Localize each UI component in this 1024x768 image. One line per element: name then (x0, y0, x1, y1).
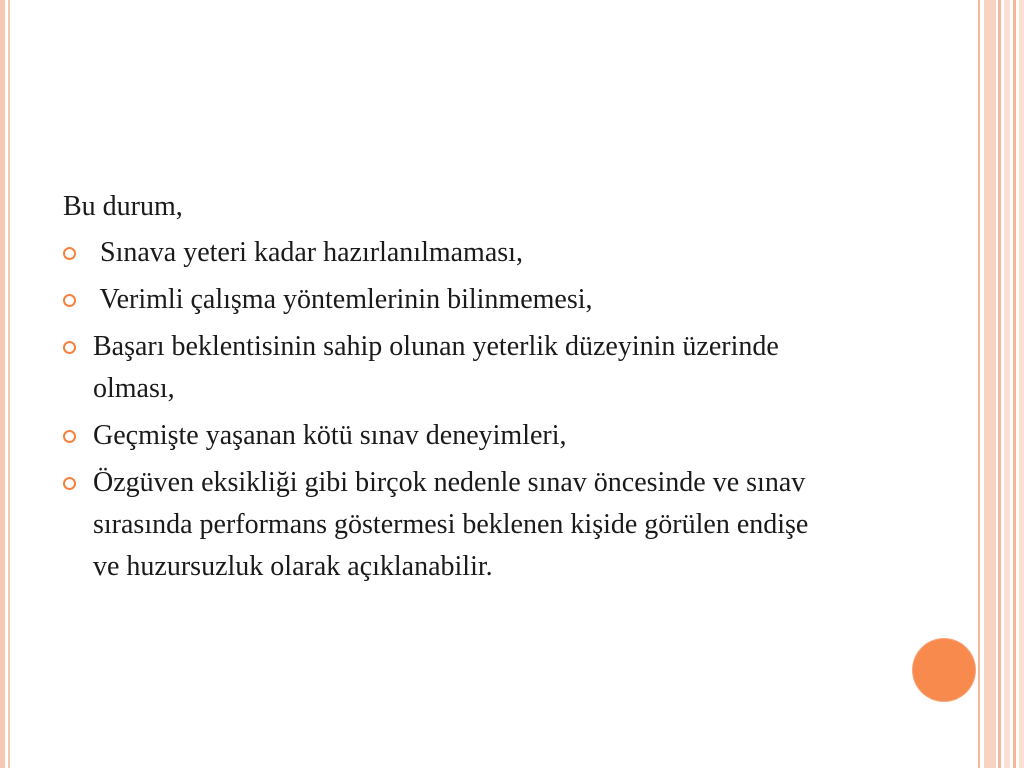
bullet-item (63, 415, 863, 457)
bullet-item (63, 462, 838, 588)
bullet-item (63, 326, 793, 410)
slide-body (63, 186, 863, 593)
bullet-text: Özgüven eksikliği gibi birçok nedenle sınav öncesinde ve sınav sırasında performans göstermesi beklenen kişide görülen endişe ve huzursuzluk olarak açıklanabilir. (93, 467, 809, 582)
circle-bullet-icon (63, 430, 76, 443)
decorative-stripe (1013, 0, 1016, 768)
decorative-stripe (978, 0, 980, 768)
circle-bullet-icon (63, 247, 76, 260)
bullet-text: Başarı beklentisinin sahip olunan yeterlik düzeyinin üzerinde olması, (93, 331, 779, 404)
accent-circle-icon (913, 639, 975, 701)
bullet-text: Geçmişte yaşanan kötü sınav deneyimleri, (93, 420, 567, 451)
bullet-item (63, 279, 863, 321)
frame-border-left-inner (8, 0, 10, 768)
decorative-stripe (1004, 0, 1010, 768)
bullet-item (63, 232, 863, 274)
decorative-stripe (984, 0, 996, 768)
bullet-text: Sınava yeteri kadar hazırlanılmaması, (93, 237, 523, 268)
circle-bullet-icon (63, 294, 76, 307)
bullet-list (63, 232, 863, 588)
circle-bullet-icon (63, 341, 76, 354)
circle-bullet-icon (63, 477, 76, 490)
intro-text: Bu durum, (63, 191, 183, 222)
bullet-text: Verimli çalışma yöntemlerinin bilinmemesi, (93, 284, 593, 315)
frame-border-left (0, 0, 5, 768)
decorative-stripe (998, 0, 1001, 768)
decorative-stripe (1019, 0, 1024, 768)
